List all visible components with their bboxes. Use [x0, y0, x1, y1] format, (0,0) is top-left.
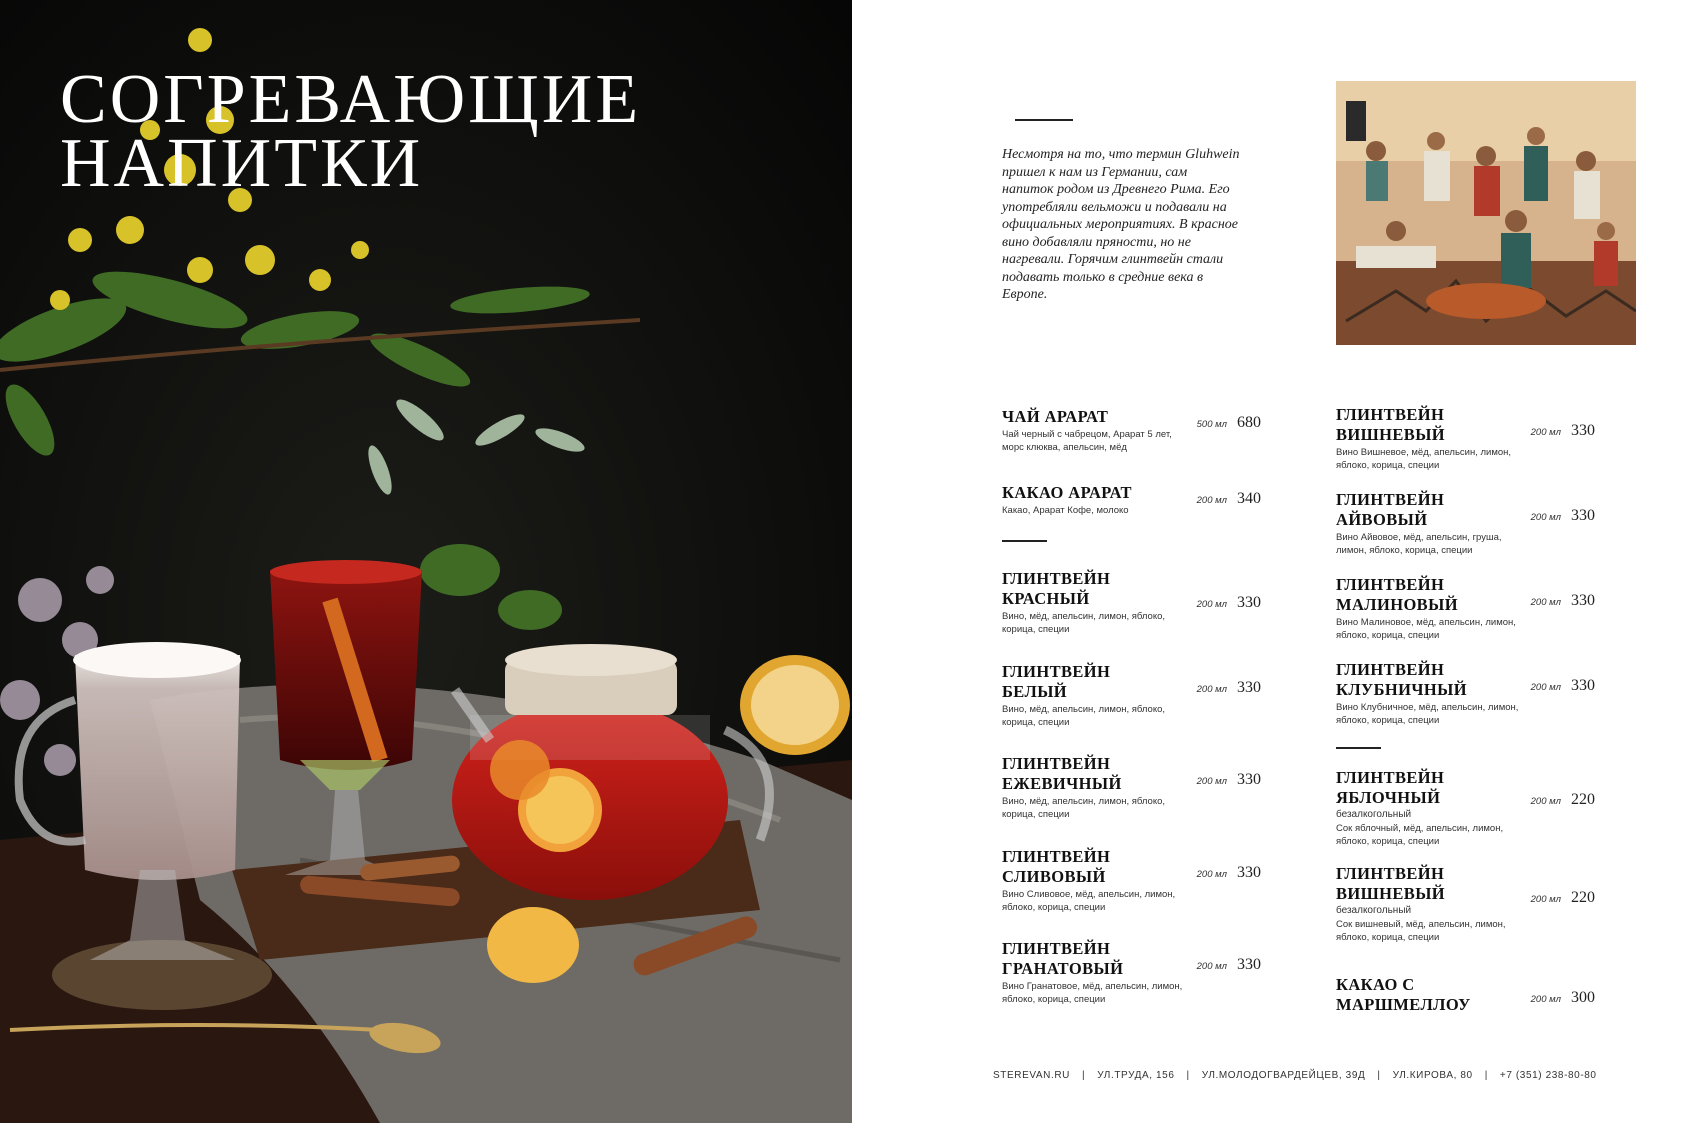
- item-volume: 200 мл: [1196, 495, 1227, 506]
- footer-address-2: УЛ.МОЛОДОГВАРДЕЙЦЕВ, 39Д: [1201, 1070, 1366, 1081]
- item-description: Вино Сливовое, мёд, апельсин, лимон, яблоко, корица, специи: [1002, 889, 1176, 913]
- item-description: Сок яблочный, мёд, апельсин, лимон, яблоко, корица, специи: [1336, 823, 1504, 847]
- section-divider-left: [1002, 540, 1047, 542]
- item-name: ГЛИНТВЕЙН ВИШНЕВЫЙ: [1336, 405, 1446, 444]
- item-volume: 500 мл: [1196, 419, 1227, 430]
- item-price: 680: [1237, 414, 1261, 431]
- item-subtitle: безалкогольный: [1336, 905, 1412, 916]
- item-name: ГЛИНТВЕЙН ГРАНАТОВЫЙ: [1002, 939, 1124, 978]
- footer-phone[interactable]: +7 (351) 238-80-80: [1499, 1070, 1597, 1081]
- item-price: 330: [1237, 956, 1261, 973]
- item-volume: 200 мл: [1530, 796, 1561, 807]
- menu-item: [1336, 575, 1621, 642]
- item-description: Вино Айвовое, мёд, апельсин, груша, лимон, яблоко, корица, специи: [1336, 532, 1502, 556]
- item-subtitle: безалкогольный: [1336, 809, 1412, 820]
- item-volume: 200 мл: [1196, 869, 1227, 880]
- footer-address-3: УЛ.КИРОВА, 80: [1392, 1070, 1473, 1081]
- item-price: 330: [1571, 592, 1595, 609]
- item-name: ГЛИНТВЕЙН ЯБЛОЧНЫЙ: [1336, 768, 1445, 807]
- item-price: 220: [1571, 791, 1595, 808]
- item-description: Вино, мёд, апельсин, лимон, яблоко, корица, специи: [1002, 796, 1166, 820]
- menu-item: [1002, 569, 1287, 636]
- item-price: 330: [1237, 864, 1261, 881]
- item-price: 330: [1237, 679, 1261, 696]
- footer-address-1: УЛ.ТРУДА, 156: [1097, 1070, 1175, 1081]
- footer-separator: |: [1377, 1070, 1381, 1081]
- item-volume: 200 мл: [1530, 427, 1561, 438]
- footer-contacts: [993, 1070, 1597, 1081]
- item-price: 330: [1571, 677, 1595, 694]
- item-name: ЧАЙ АРАРАТ: [1002, 407, 1109, 426]
- item-volume: 200 мл: [1196, 599, 1227, 610]
- item-price: 330: [1571, 507, 1595, 524]
- item-description: Вино, мёд, апельсин, лимон, яблоко, корица, специи: [1002, 704, 1166, 728]
- menu-item: [1002, 483, 1287, 517]
- menu-item: [1002, 754, 1287, 821]
- item-name: ГЛИНТВЕЙН СЛИВОВЫЙ: [1002, 847, 1111, 886]
- title-line-2: НАПИТКИ: [60, 125, 424, 202]
- menu-item: [1336, 768, 1621, 848]
- item-name: КАКАО АРАРАТ: [1002, 483, 1132, 502]
- item-name: КАКАО С МАРШМЕЛЛОУ: [1336, 975, 1471, 1014]
- item-description: Сок вишневый, мёд, апельсин, лимон, яблоко, корица, специи: [1336, 919, 1506, 943]
- menu-item: [1002, 407, 1287, 454]
- item-price: 330: [1237, 594, 1261, 611]
- menu-item: [1002, 662, 1287, 729]
- item-name: ГЛИНТВЕЙН КЛУБНИЧНЫЙ: [1336, 660, 1467, 699]
- item-volume: 200 мл: [1530, 512, 1561, 523]
- item-volume: 200 мл: [1530, 597, 1561, 608]
- footer-separator: |: [1484, 1070, 1488, 1081]
- ancient-rome-fresco-image: [1336, 81, 1636, 345]
- menu-item: [1336, 975, 1621, 1015]
- item-description: Вино Вишневое, мёд, апельсин, лимон, яблоко, корица, специи: [1336, 447, 1512, 471]
- footer-website-link[interactable]: STEREVAN.RU: [993, 1070, 1070, 1081]
- item-description: Вино Клубничное, мёд, апельсин, лимон, яблоко, корица, специи: [1336, 702, 1519, 726]
- menu-item: [1336, 864, 1621, 944]
- item-name: ГЛИНТВЕЙН ЕЖЕВИЧНЫЙ: [1002, 754, 1122, 793]
- item-description: Вино, мёд, апельсин, лимон, яблоко, корица, специи: [1002, 611, 1166, 635]
- item-volume: 200 мл: [1530, 682, 1561, 693]
- item-price: 330: [1571, 422, 1595, 439]
- footer-separator: |: [1186, 1070, 1190, 1081]
- item-price: 300: [1571, 989, 1595, 1006]
- item-name: ГЛИНТВЕЙН ВИШНЕВЫЙ: [1336, 864, 1446, 903]
- page-title: [60, 61, 642, 202]
- item-price: 330: [1237, 771, 1261, 788]
- intro-divider: [1015, 119, 1073, 121]
- intro-text: Несмотря на то, что термин Gluhwein пришел к нам из Германии, сам напиток родом из Древнего Рима. Его употребляли вельможи и подавали на официальных мероприятиях. В красное вино добавляли пряности, но не нагревали. Горячим глинтвейн стали подавать только в средние века в Европе.: [1002, 147, 1240, 302]
- section-divider-right: [1336, 747, 1381, 749]
- item-description: Чай черный с чабрецом, Арарат 5 лет, морс клюква, апельсин, мёд: [1002, 429, 1172, 453]
- footer-separator: |: [1081, 1070, 1086, 1081]
- item-price: 220: [1571, 889, 1595, 906]
- title-line-1: СОГРЕВАЮЩИЕ: [60, 61, 642, 138]
- item-volume: 200 мл: [1530, 894, 1561, 905]
- item-description: Вино Гранатовое, мёд, апельсин, лимон, яблоко, корица, специи: [1002, 981, 1183, 1005]
- menu-item: [1336, 660, 1621, 727]
- menu-item: [1002, 847, 1287, 914]
- menu-item: [1002, 939, 1287, 1006]
- item-volume: 200 мл: [1196, 961, 1227, 972]
- item-description: Какао, Арарат Кофе, молоко: [1002, 505, 1129, 516]
- item-name: ГЛИНТВЕЙН КРАСНЫЙ: [1002, 569, 1111, 608]
- item-volume: 200 мл: [1530, 994, 1561, 1005]
- item-description: Вино Малиновое, мёд, апельсин, лимон, яблоко, корица, специи: [1336, 617, 1516, 641]
- item-name: ГЛИНТВЕЙН АЙВОВЫЙ: [1336, 490, 1445, 529]
- item-volume: 200 мл: [1196, 684, 1227, 695]
- item-volume: 200 мл: [1196, 776, 1227, 787]
- menu-item: [1336, 490, 1621, 557]
- item-name: ГЛИНТВЕЙН МАЛИНОВЫЙ: [1336, 575, 1458, 614]
- item-name: ГЛИНТВЕЙН БЕЛЫЙ: [1002, 662, 1111, 701]
- menu-item: [1336, 405, 1621, 472]
- item-price: 340: [1237, 490, 1261, 507]
